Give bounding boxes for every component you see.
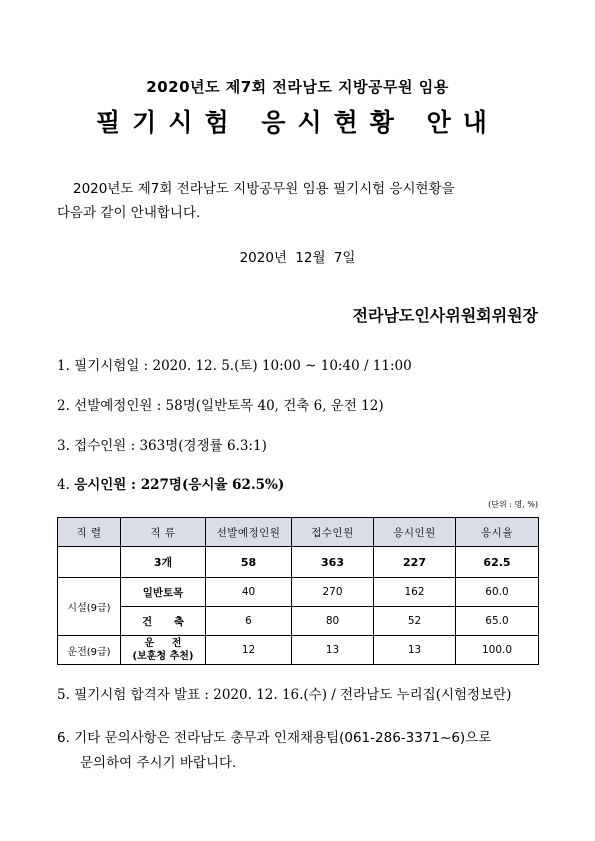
civil-attended: 162 — [374, 578, 456, 607]
notice-title-line1: 2020년도 제7회 전라남도 지방공무원 임용 — [146, 78, 449, 96]
table-row — [58, 578, 539, 607]
driving-rate: 100.0 — [456, 636, 539, 665]
series-driving: 운전(9급) — [58, 636, 121, 665]
notice-date: 2020년 12월 7일 — [239, 250, 356, 266]
driving-planned: 12 — [206, 636, 292, 665]
driving-attended: 13 — [374, 636, 456, 665]
civil-applied: 270 — [292, 578, 374, 607]
table-header-row — [58, 518, 539, 547]
architecture-attended: 52 — [374, 607, 456, 636]
applicant-count-item: 3. 접수인원 : 363명(경쟁률 6.3:1) — [57, 438, 267, 454]
attendance-table — [57, 517, 539, 665]
architecture-planned: 6 — [206, 607, 292, 636]
total-applied: 363 — [292, 547, 374, 578]
table-row — [58, 636, 539, 665]
issuing-organization: 전라남도인사위원회위원장 — [352, 306, 538, 325]
inquiry-item-line1: 6. 기타 문의사항은 전라남도 총무과 인재채용팀(061-286-3371~6)으로 — [57, 730, 492, 746]
total-rate: 62.5 — [456, 547, 539, 578]
header-attended: 응시인원 — [374, 518, 456, 547]
architecture-applied: 80 — [292, 607, 374, 636]
header-applied: 접수인원 — [292, 518, 374, 547]
planned-count-item: 2. 선발예정인원 : 58명(일반토목 40, 건축 6, 운전 12) — [57, 398, 384, 414]
unit-note: (단위 : 명, %) — [488, 500, 538, 509]
kind-civil: 일반토목 — [121, 578, 206, 607]
header-planned: 선발예정인원 — [206, 518, 292, 547]
result-announcement-item: 5. 필기시험 합격자 발표 : 2020. 12. 16.(수) / 전라남도 누리집(시험정보란) — [57, 687, 512, 703]
total-planned: 58 — [206, 547, 292, 578]
kind-driving-line1: 운 전 — [144, 638, 182, 649]
civil-planned: 40 — [206, 578, 292, 607]
total-series-cell — [58, 547, 121, 578]
table-row-total — [58, 547, 539, 578]
header-series: 직 렬 — [58, 518, 121, 547]
intro-line2: 다음과 같이 안내합니다. — [57, 205, 201, 221]
kind-driving — [121, 636, 206, 665]
inquiry-item-line2: 문의하여 주시기 바랍니다. — [80, 755, 237, 771]
civil-rate: 60.0 — [456, 578, 539, 607]
intro-line1: 2020년도 제7회 전라남도 지방공무원 임용 필기시험 응시현황을 — [73, 181, 455, 197]
architecture-rate: 65.0 — [456, 607, 539, 636]
attendance-item-number: 4. — [57, 477, 70, 493]
header-rate: 응시율 — [456, 518, 539, 547]
notice-title-line2: 필기시험 응시현황 안내 — [96, 108, 499, 137]
series-facility: 시설(9급) — [58, 578, 121, 636]
kind-architecture: 건 축 — [121, 607, 206, 636]
exam-date-item: 1. 필기시험일 : 2020. 12. 5.(토) 10:00 ~ 10:40 / 11:00 — [57, 358, 412, 374]
table-row — [58, 607, 539, 636]
attendance-item — [57, 473, 284, 493]
driving-applied: 13 — [292, 636, 374, 665]
total-kind: 3개 — [121, 547, 206, 578]
intro-paragraph — [57, 177, 547, 225]
total-attended: 227 — [374, 547, 456, 578]
kind-driving-line2: (보훈청 추천) — [132, 651, 194, 662]
header-kind: 직 류 — [121, 518, 206, 547]
attendance-item-text: 응시인원 : 227명(응시율 62.5%) — [74, 477, 285, 493]
